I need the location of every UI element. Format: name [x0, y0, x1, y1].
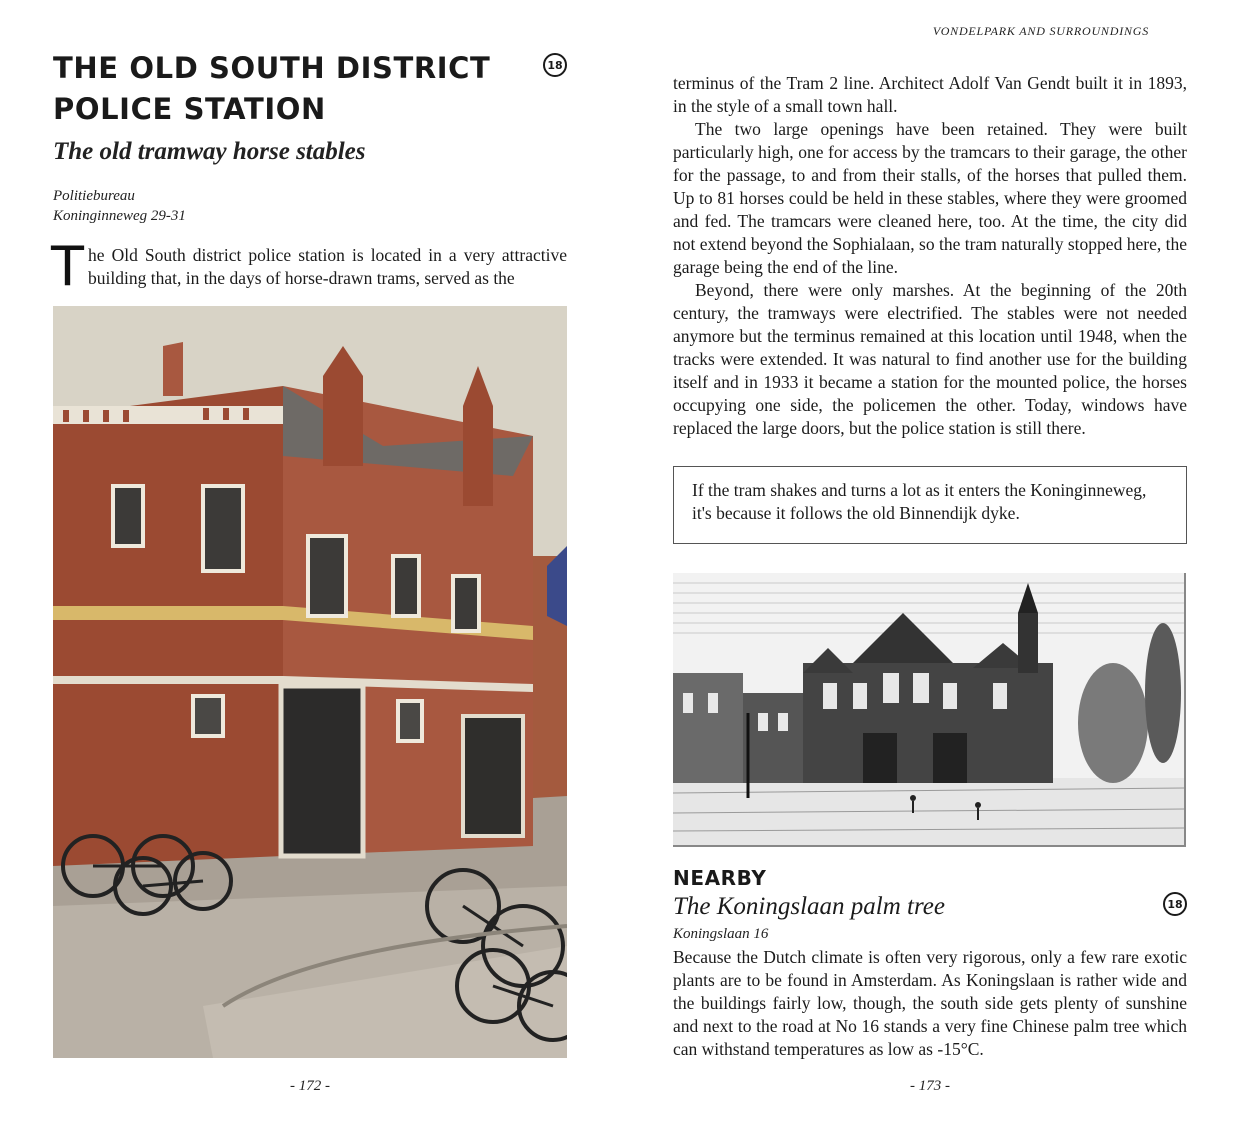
page-subtitle: The old tramway horse stables — [53, 138, 366, 165]
address-name: Politiebureau — [53, 188, 135, 204]
page-number-right: - 173 - — [910, 1078, 950, 1094]
page-number-left: - 172 - — [290, 1078, 330, 1094]
drop-cap: T — [51, 235, 84, 298]
entry-number-badge: 18 — [1163, 892, 1187, 916]
address-block — [53, 186, 186, 226]
tip-box: If the tram shakes and turns a lot as it enters the Koninginneweg, it's because it follows the old Binnendijk dyke. — [673, 466, 1187, 544]
entry-number-badge: 18 — [543, 53, 567, 77]
intro-paragraph — [51, 235, 567, 298]
historic-engraving — [673, 573, 1186, 847]
nearby-label: NEARBY — [673, 866, 767, 890]
intro-text: he Old South district police station is located in a very attractive building that, in the days of horse-drawn trams, served as the — [88, 245, 567, 288]
body-paragraph: The two large openings have been retained. They were built particularly high, one for access by the tramcars to their garage, the other for the passage, to and from their stalls, of the horses that pulled them. Up to 81 horses could be held in these stables, where they were groomed and fed. The tramcars were cleaned here, too. At the time, the city did not extend beyond the Sophialaan, so the tram naturally stopped here, the garage being the end of the line. — [673, 119, 1187, 277]
body-paragraph: Beyond, there were only marshes. At the beginning of the 20th century, the tramways were electrified. The stables were not needed anymore but the terminus remained at this location until 1948, when the tracks were extended. It was natural to find another use for the building itself and in 1933 it became a station for the mounted police, the horses occupying one side, the policemen the other. Today, windows have replaced the large doors, but the police station is still there. — [673, 280, 1187, 438]
body-text — [673, 72, 1187, 440]
nearby-paragraph: Because the Dutch climate is often very rigorous, only a few rare exotic plants are to be found in Amsterdam. As Koningslaan is rather wide and the buildings fairly low, though, the south side gets plenty of sunshine and next to the road at No 16 stands a very fine Chinese palm tree which can withstand temperatures as low as -15°C. — [673, 947, 1187, 1059]
police-station-photo — [53, 306, 567, 1058]
right-page — [620, 0, 1240, 1122]
body-paragraph: terminus of the Tram 2 line. Architect Adolf Van Gendt built it in 1893, in the style of a small town hall. — [673, 73, 1187, 116]
nearby-title: The Koningslaan palm tree — [673, 893, 945, 920]
address-street: Koninginneweg 29-31 — [53, 208, 186, 224]
nearby-address: Koningslaan 16 — [673, 926, 769, 942]
page-title: THE OLD SOUTH DISTRICT POLICE STATION — [53, 51, 491, 126]
running-head: VONDELPARK AND SURROUNDINGS — [932, 24, 1150, 38]
